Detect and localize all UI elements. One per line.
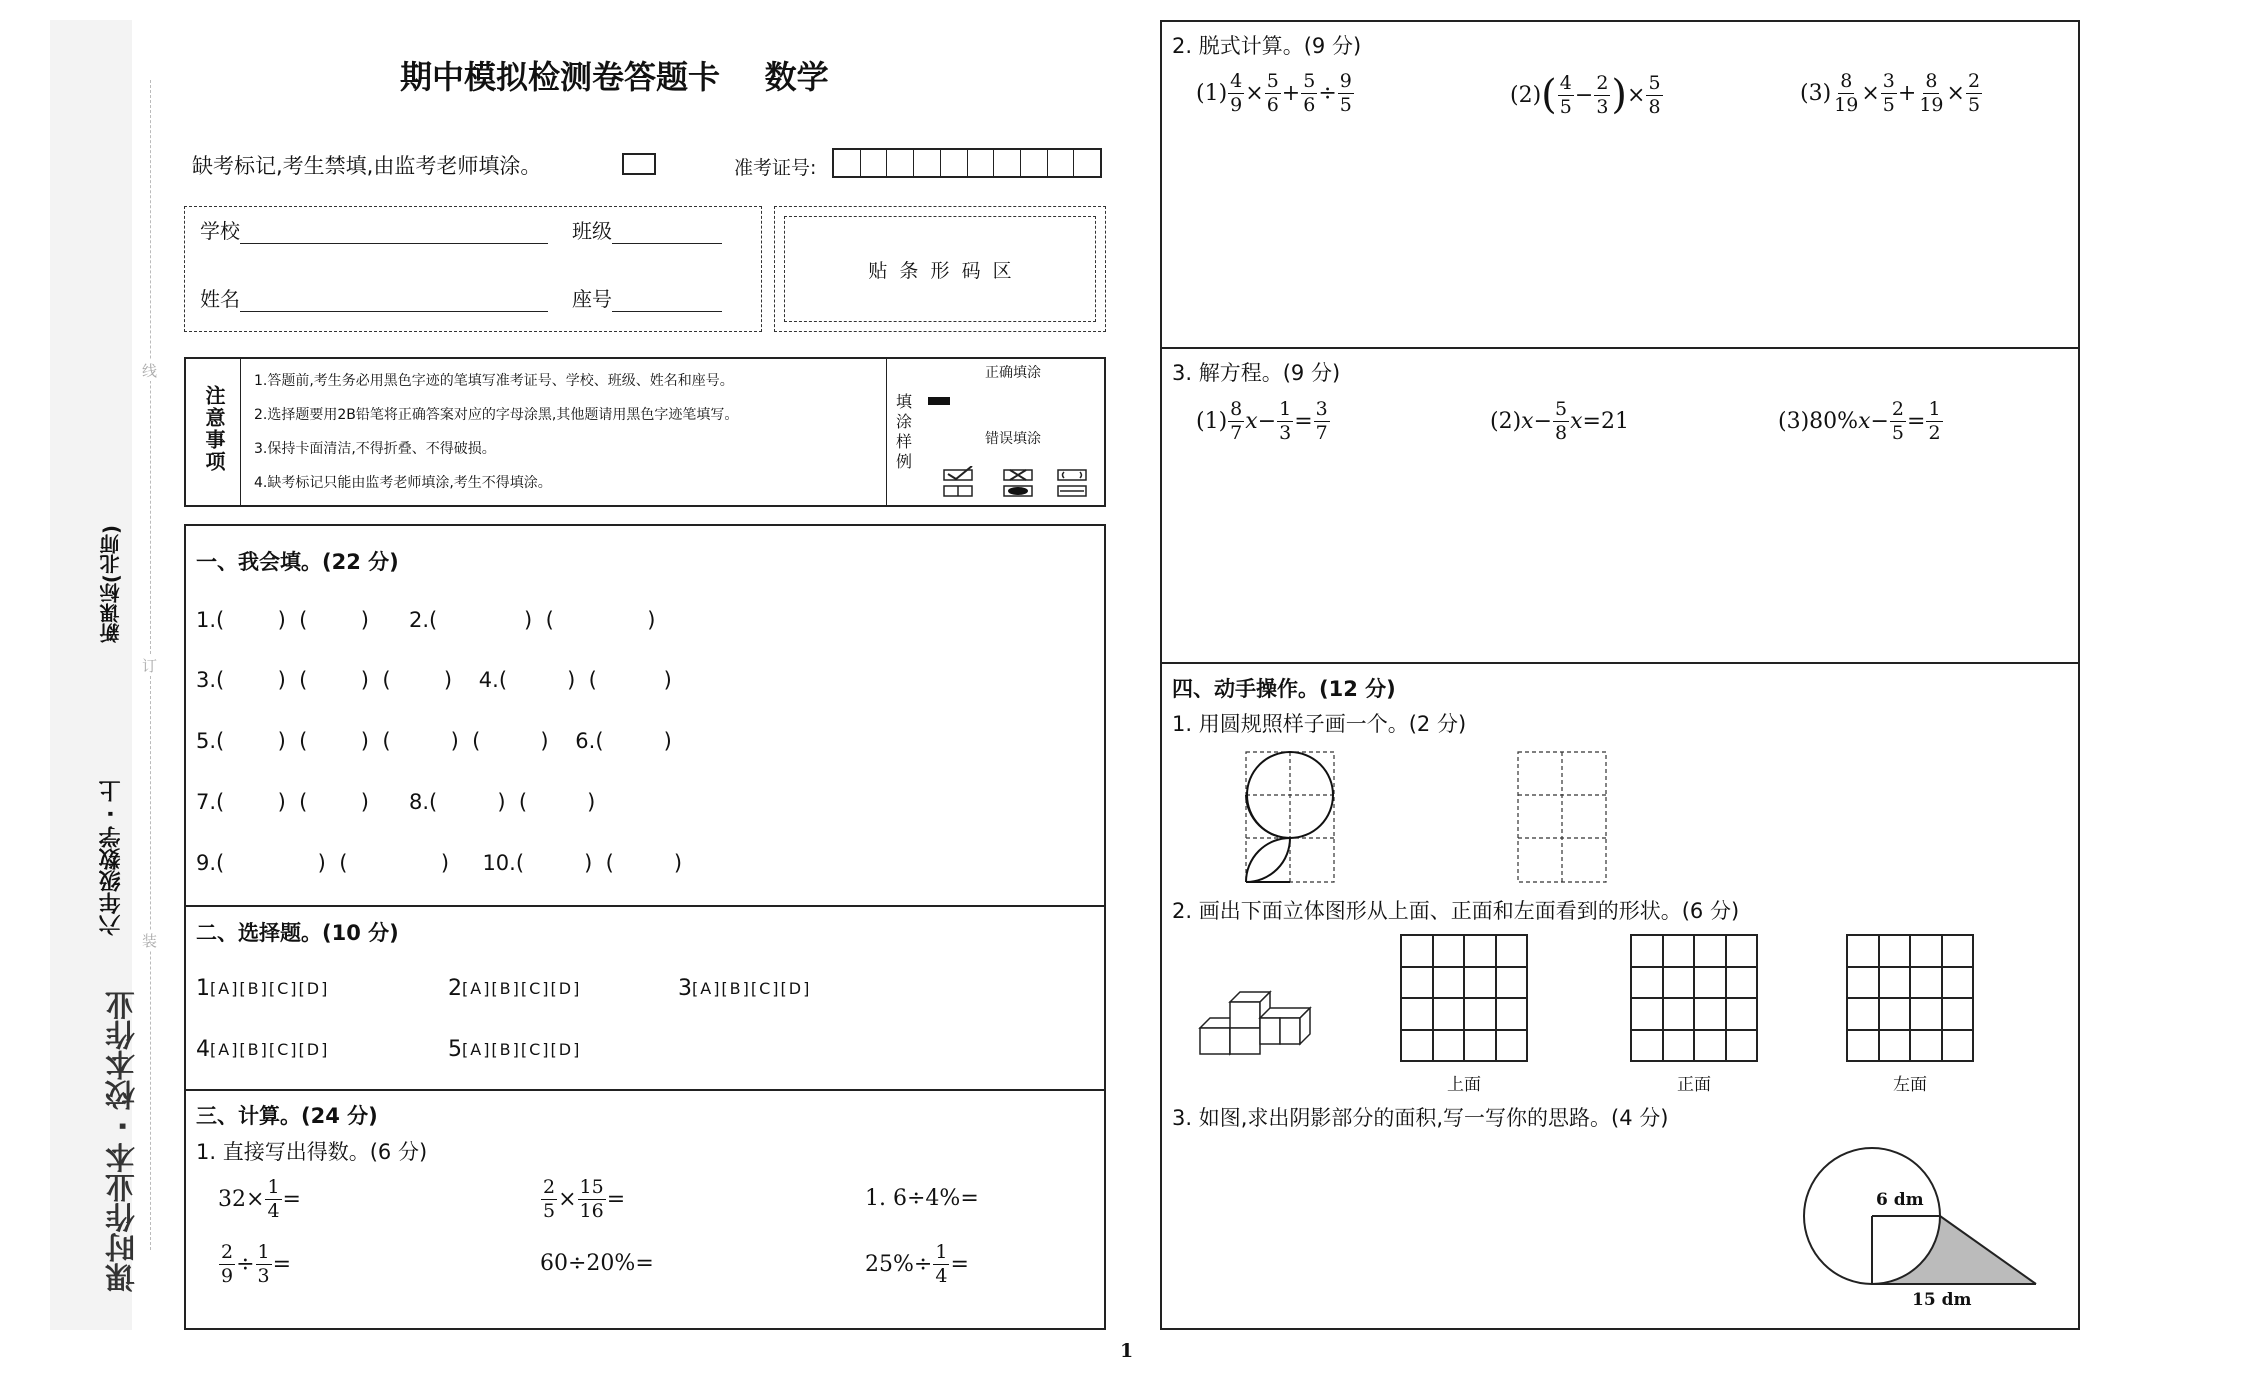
seal-mark-2: 订 bbox=[142, 657, 158, 675]
compass-drawing-grid[interactable] bbox=[1516, 750, 1608, 886]
expr-2-1: (1) $\frac{4}{9}$ × $\frac{5}{6}$ + $\frac{5}{6}$ ÷ $\frac{9}{5}$ bbox=[1196, 70, 1352, 116]
brand-label: 课时作业本 · 校本作业 bbox=[106, 990, 141, 1293]
name-field[interactable] bbox=[200, 283, 722, 312]
choice-1[interactable] bbox=[196, 976, 329, 1001]
notice-divider-1 bbox=[240, 357, 241, 507]
fill-row-1[interactable]: 1.( ) ( ) 2.( ) ( ) bbox=[196, 608, 656, 632]
notice-item-1: 1.答题前,考生务必用黑色字迹的笔填写准考证号、学校、班级、姓名和座号。 bbox=[254, 373, 734, 389]
fill-row-5[interactable]: 9.( ) ( ) 10.( ) ( ) bbox=[196, 851, 683, 875]
expr-2-3: (3) $\frac{8}{19}$ × $\frac{3}{5}$ + $\frac{8}{19}$ × $\frac{2}{5}$ bbox=[1800, 70, 1981, 116]
choice-3[interactable] bbox=[678, 976, 811, 1001]
ticket-number-label: 准考证号: bbox=[734, 157, 817, 179]
view-label-left: 左面 bbox=[1893, 1075, 1927, 1095]
view-grid-left[interactable] bbox=[1846, 934, 1974, 1062]
choice-1-num: 1 bbox=[196, 976, 210, 1001]
calc-f: 25%÷ $\frac{1}{4}$ = bbox=[865, 1241, 969, 1287]
barcode-inner bbox=[784, 216, 1096, 322]
section-3-sub1: 1. 直接写出得数。(6 分) bbox=[196, 1140, 428, 1164]
class-label: 班级 bbox=[572, 219, 612, 243]
notice-heading: 注意事项 bbox=[202, 385, 226, 473]
seat-label: 座号 bbox=[572, 287, 612, 311]
shaded-area-figure bbox=[1790, 1140, 2050, 1315]
choice-5-num: 5 bbox=[448, 1037, 462, 1062]
choice-3-num: 3 bbox=[678, 976, 692, 1001]
choice-4-num: 4 bbox=[196, 1037, 210, 1062]
notice-item-2: 2.选择题要用2B铅笔将正确答案对应的字母涂黑,其他题请用黑色字迹笔填写。 bbox=[254, 407, 739, 423]
seal-mark-1: 线 bbox=[142, 362, 158, 380]
equation-3: (3)80% x − $\frac{2}{5}$ = $\frac{1}{2}$ bbox=[1778, 398, 1941, 444]
fill-row-2[interactable]: 3.( ) ( ) ( ) 4.( ) ( ) bbox=[196, 668, 672, 692]
fill-row-4[interactable]: 7.( ) ( ) 8.( ) ( ) bbox=[196, 790, 596, 814]
right-section-3-title: 3. 解方程。(9 分) bbox=[1172, 361, 1341, 385]
choice-4[interactable] bbox=[196, 1037, 329, 1062]
right-section-2-title: 2. 脱式计算。(9 分) bbox=[1172, 34, 1362, 58]
right-section-4-q1: 1. 用圆规照样子画一个。(2 分) bbox=[1172, 712, 1467, 736]
choice-2-options[interactable]: [A][B][C][D] bbox=[462, 979, 582, 998]
compass-sample-figure bbox=[1244, 750, 1340, 886]
right-section-4-q3: 3. 如图,求出阴影部分的面积,写一写你的思路。(4 分) bbox=[1172, 1106, 1669, 1130]
calc-b: $\frac{2}{5}$ × $\frac{15}{16}$ = bbox=[543, 1176, 626, 1222]
choice-2-num: 2 bbox=[448, 976, 462, 1001]
solid-figure bbox=[1190, 988, 1320, 1058]
notice-item-3: 3.保持卡面清洁,不得折叠、不得破损。 bbox=[254, 441, 496, 457]
seal-mark-3: 装 bbox=[142, 932, 158, 950]
calc-c: 1. 6÷4%= bbox=[865, 1186, 979, 1211]
choice-1-options[interactable]: [A][B][C][D] bbox=[210, 979, 330, 998]
section-divider-2 bbox=[184, 1089, 1106, 1091]
section-2-title: 二、选择题。(10 分) bbox=[196, 921, 399, 945]
right-divider-2 bbox=[1160, 662, 2080, 664]
calc-a: 32× $\frac{1}{4}$ = bbox=[218, 1176, 301, 1222]
section-divider-1 bbox=[184, 905, 1106, 907]
school-field[interactable] bbox=[200, 215, 722, 244]
view-grid-front[interactable] bbox=[1630, 934, 1758, 1062]
choice-4-options[interactable]: [A][B][C][D] bbox=[210, 1040, 330, 1059]
barcode-label: 贴 条 形 码 区 bbox=[868, 259, 1012, 282]
absent-mark-box[interactable] bbox=[622, 153, 656, 175]
notice-item-4: 4.缺考标记只能由监考老师填涂,考生不得填涂。 bbox=[254, 475, 552, 491]
equation-1: (1) $\frac{8}{7}$ x − $\frac{1}{3}$ = $\frac{3}{7}$ bbox=[1196, 398, 1328, 444]
section-3-title: 三、计算。(24 分) bbox=[196, 1104, 378, 1128]
expr-2-2: (2) ( $\frac{4}{5}$ − $\frac{2}{3}$ ) × $\frac{5}{8}$ bbox=[1510, 71, 1661, 118]
calc-d: $\frac{2}{9}$ ÷ $\frac{1}{3}$ = bbox=[221, 1241, 292, 1287]
sample-label: 填涂样例 bbox=[896, 392, 913, 471]
notice-divider-2 bbox=[886, 357, 887, 507]
wrong-fill-label: 错误填涂 bbox=[985, 431, 1041, 447]
calc-e: 60÷20%= bbox=[540, 1251, 654, 1276]
wrong-fill-samples bbox=[938, 466, 1098, 502]
equation-2: (2) x − $\frac{5}{8}$ x =21 bbox=[1490, 398, 1629, 444]
right-section-4-q2: 2. 画出下面立体图形从上面、正面和左面看到的形状。(6 分) bbox=[1172, 899, 1740, 923]
right-divider-1 bbox=[1160, 347, 2080, 349]
right-section-4-title: 四、动手操作。(12 分) bbox=[1172, 677, 1396, 701]
series-label: 新课标(北师) bbox=[99, 525, 123, 644]
ticket-number-boxes[interactable] bbox=[832, 148, 1102, 178]
page-title: 期中模拟检测卷答题卡 数学 bbox=[400, 58, 829, 96]
choice-3-options[interactable]: [A][B][C][D] bbox=[692, 979, 812, 998]
page-number: 1 bbox=[1120, 1340, 1134, 1362]
absent-mark-text: 缺考标记,考生禁填,由监考老师填涂。 bbox=[192, 154, 542, 178]
view-label-front: 正面 bbox=[1677, 1075, 1711, 1095]
choice-2[interactable] bbox=[448, 976, 581, 1001]
name-label: 姓名 bbox=[200, 287, 240, 311]
correct-fill-label: 正确填涂 bbox=[985, 365, 1041, 381]
grade-label: 六年级数学 · 上 bbox=[99, 780, 124, 936]
fill-row-3[interactable]: 5.( ) ( ) ( ) ( ) 6.( ) bbox=[196, 729, 672, 753]
view-grid-top[interactable] bbox=[1400, 934, 1528, 1062]
school-label: 学校 bbox=[200, 219, 240, 243]
choice-5[interactable] bbox=[448, 1037, 581, 1062]
dim-label-15dm: 15 dm bbox=[1912, 1290, 1972, 1310]
choice-5-options[interactable]: [A][B][C][D] bbox=[462, 1040, 582, 1059]
dim-label-6dm: 6 dm bbox=[1876, 1190, 1924, 1210]
section-1-title: 一、我会填。(22 分) bbox=[196, 550, 399, 574]
correct-fill-mark bbox=[928, 397, 950, 405]
view-label-top: 上面 bbox=[1447, 1075, 1481, 1095]
